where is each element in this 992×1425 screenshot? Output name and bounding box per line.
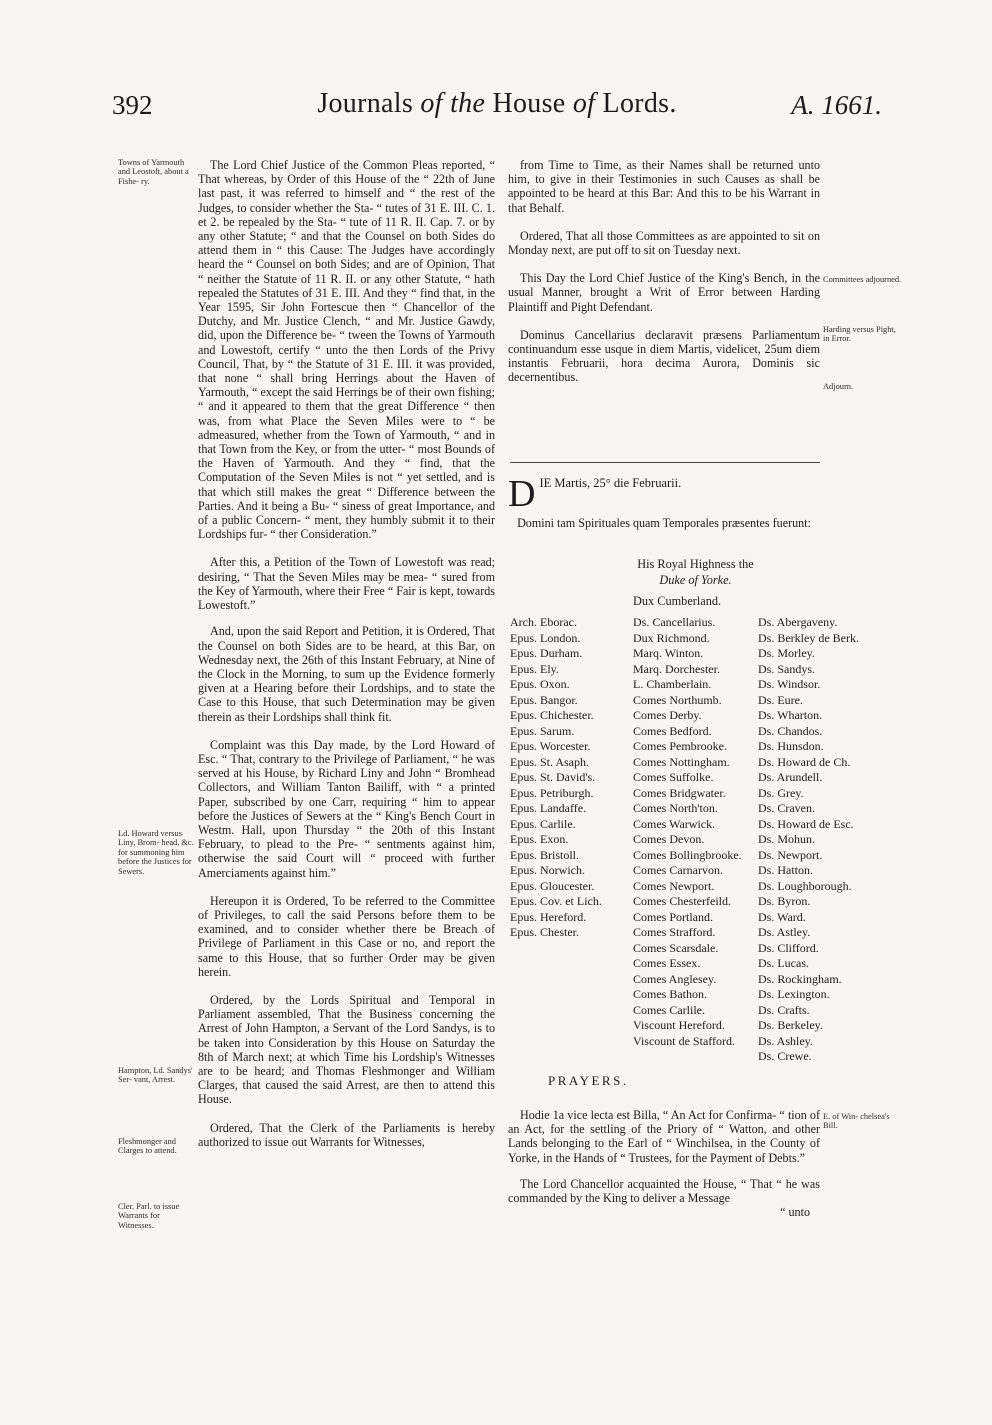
margin-note-clerk: Cler. Parl. to issue Warrants for Witnesses. — [118, 1202, 180, 1230]
attendee-entry: Comes Portland. — [633, 909, 713, 924]
attendee-entry: Ds. Howard de Esc. — [758, 816, 854, 831]
attendee-entry: Epus. Worcester. — [510, 739, 591, 753]
journal-title: Journals of the House of Lords. — [317, 88, 677, 119]
writ-paragraph: This Day the Lord Chief Justice of the King's Bench, in the usual Manner, brought a Writ of Error between Harding Plaintiff and Pight Defendant. — [508, 271, 820, 314]
attendee-entry: Viscount de Stafford. — [633, 1033, 736, 1048]
attendee-entry: Ds. Ashley. — [758, 1033, 813, 1048]
message-paragraph: The Lord Chancellor acquainted the House, “ That “ he was commanded by the King to deliver a Message — [508, 1176, 820, 1206]
bill-paragraph: Hodie 1a vice lecta est Billa, “ An Act for Confirma- “ tion of an Act, for the settling of the Priory of “ Watton, and other Lands belonging to the Earl of “ Winchilsea, in the County of Yorke, in the Hands of “ Trustees, for the Payment of Debts.” — [508, 1108, 820, 1165]
die-heading: D IE Martis, 25° die Februarii. — [508, 473, 682, 515]
attendee-entry: L. Chamberlain. — [633, 677, 712, 691]
margin-note-harding: Harding versus Pight, in Error. — [823, 325, 896, 344]
attendee-entry: Comes Chesterfeild. — [633, 894, 731, 908]
attendee-entry: Comes North'ton. — [633, 801, 718, 815]
attendee-entry: Ds. Newport. — [758, 847, 823, 862]
attendee-entry: Comes Carnarvon. — [633, 863, 723, 877]
clerk-paragraph: Ordered, That the Clerk of the Parliaments is hereby authorized to issue out Warrants for Witnesses, — [198, 1120, 495, 1149]
attendee-entry: Epus. Ely. — [510, 661, 559, 676]
privileges-paragraph: Hereupon it is Ordered, To be referred to the Committee of Privileges, to call the said Persons before them to be examined, and to consider whether there be Breach of Privilege of Parliament in this Case or no, and report the same to this House, that so further Order may be given herein. — [198, 893, 495, 979]
attendee-entry: Epus. Bristoll. — [510, 847, 580, 862]
attendee-entry: Comes Bollingbrooke. — [633, 847, 742, 862]
attendee-entry: Ds. Cancellarius. — [633, 615, 716, 629]
attendee-entry: Ds. Crafts. — [758, 1002, 810, 1017]
attendee-entry: Epus. Exon. — [510, 832, 569, 846]
attendee-entry: Comes Strafford. — [633, 925, 716, 939]
journal-year: A. 1661. — [791, 90, 882, 120]
warrant-paragraph: from Time to Time, as their Names shall be returned unto him, to give in their Testimonies in such Causes as shall be appointed to be heard at this Bar: And this to be his Warrant in that Behalf. — [508, 158, 820, 215]
catchword: “ unto — [780, 1205, 810, 1220]
attendee-entry: Comes Nottingham. — [633, 754, 730, 769]
attendee-entry: Epus. St. Asaph. — [510, 754, 590, 769]
complaint-paragraph: Complaint was this Day made, by the Lord Howard of Esc. “ That, contrary to the Privilege of Parliament, “ he was served at his House, by Richard Liny and John “ Bromhead Collectors, and William Tanton Bailiff, with “ a printed Paper, subscribed by one Carr, requiring “ him to appear before the Justices of Sewers at the “ King's Bench Court in Westm. Hall, upon Thursday “ the 20th of this Instant February, to plead to the Pre- “ sentments against him, otherwise the said Court will “ proceed with further Amerciaments against him.” — [198, 737, 495, 880]
attendee-entry: Comes Devon. — [633, 832, 705, 846]
attendee-entry: Epus. London. — [510, 630, 581, 645]
attendee-entry: Comes Northumb. — [633, 692, 722, 707]
attendee-entry: Epus. Gloucester. — [510, 878, 595, 893]
prayers-text — [508, 1108, 820, 1219]
attendee-entry: Dux Richmond. — [633, 630, 710, 645]
royal-highness: His Royal Highness the Duke of Yorke. — [637, 557, 754, 587]
page-number: 392 — [112, 90, 153, 120]
bishops-list — [510, 615, 602, 941]
attendee-entry: Ds. Crewe. — [758, 1049, 812, 1063]
attendee-entry: Epus. Cov. et Lich. — [510, 894, 602, 908]
attendee-entry: Ds. Hatton. — [758, 863, 813, 877]
attendee-entry: Ds. Clifford. — [758, 940, 819, 955]
report-paragraph: The Lord Chief Justice of the Common Pleas reported, “ That whereas, by Order of this House of the “ 22th of June last past, it was referred to himself and “ the rest of the Judges, to consider whether the Sta- “ tutes of 31 E. III. C. 1. et 2. be repealed by the Sta- “ tute of 11 R. II. Cap. 7. or by any other Statute; “ and that the Counsel on both Sides do attend them in “ this Cause: The Judges have accordingly heard the “ Counsel on both Sides; and are of Opinion, That “ neither the Statute of 11 R. II. or any other Statute, “ hath repealed the Statutes of 31 E. III. And they “ find that, in the Year 1595, Sir John Fortescue then “ Chancellor of the Dutchy, and Mr. Justice Clench, “ and Mr. Justice Gawdy, did, upon the Difference be- “ tween the Towns of Yarmouth and Lowestoft, certify “ unto the then Lords of the Privy Council, That, by “ the Statute of 31 E. III. it was provided, that none “ shall bring Herrings about the Haven of Yarmouth, “ except the said Herrings be of their own fishing; “ and it appeared to them that the great Difference “ then was, from what Place the Seven Miles were to “ be admeasured, whether from the Town of Yarmouth, “ and in that Town from the Key, or from the utter- “ most Bounds of the Haven of Yarmouth. And they “ find, that the Computation of the Seven Miles is not “ yet settled, and is that which still makes the great “ Difference between the Parties. And it being a Bu- “ siness of great Importance, and of a public Concern- “ ment, they humbly submit it to their Lordships fur- “ ther Consideration.” — [198, 158, 495, 542]
barons-list — [758, 615, 859, 1065]
attendee-entry: Ds. Howard de Ch. — [758, 754, 851, 769]
attendee-entry: Ds. Astley. — [758, 925, 811, 939]
attendee-entry: Epus. St. David's. — [510, 770, 596, 784]
attendee-entry: Ds. Lexington. — [758, 987, 830, 1001]
margin-note-winchelsea: E. of Win- chelsea's Bill. — [823, 1112, 890, 1131]
attendee-entry: Epus. Carlile. — [510, 816, 576, 831]
right-column — [508, 158, 820, 397]
attendee-entry: Comes Derby. — [633, 708, 702, 722]
attendee-entry: Marq. Dorchester. — [633, 661, 720, 676]
attendee-entry: Epus. Hereford. — [510, 909, 587, 924]
attendee-entry: Comes Warwick. — [633, 816, 716, 831]
attendee-entry: Ds. Berkeley. — [758, 1018, 823, 1032]
adjourn-paragraph: Dominus Cancellarius declaravit præsens Parliamentum continuandum esse usque in diem Martis, videlicet, 25um diem instantis Februarii, hora decima Aurora, Dominis sic decernentibus. — [508, 327, 820, 385]
page-header — [112, 88, 882, 128]
attendee-entry: Ds. Berkley de Berk. — [758, 630, 859, 645]
section-rule — [510, 462, 820, 463]
attendee-entry: Ds. Mohun. — [758, 832, 816, 846]
attendee-entry: Ds. Windsor. — [758, 677, 821, 691]
hampton-paragraph: Ordered, by the Lords Spiritual and Temporal in Parliament assembled, That the Business concerning the Arrest of John Hampton, a Servant of the Lord Sandys, is to be taken into Consideration by this House on Saturday the 8th of March next; at which Time his Lordship's Witnesses are to be heard; and Thomas Fleshmonger and William Clarges, that caused the said Arrest, are then to attend this House. — [198, 992, 495, 1107]
attendee-entry: Ds. Arundell. — [758, 770, 823, 784]
attendee-entry: Comes Anglesey. — [633, 971, 717, 986]
attendee-entry: Comes Suffolke. — [633, 770, 714, 784]
margin-note-adjourn: Adjourn. — [823, 382, 854, 391]
attendee-entry: Epus. Petriburgh. — [510, 785, 594, 800]
attendee-entry: Comes Bedford. — [633, 723, 712, 738]
attendee-entry: Epus. Chester. — [510, 925, 579, 939]
attendee-entry: Comes Carlile. — [633, 1002, 705, 1017]
attendee-entry: Epus. Sarum. — [510, 723, 575, 738]
prayers-heading: PRAYERS. — [548, 1073, 629, 1088]
attendee-entry: Ds. Chandos. — [758, 723, 823, 738]
attendee-entry: Comes Bridgwater. — [633, 785, 726, 800]
attendee-entry: Ds. Grey. — [758, 785, 804, 800]
attendee-entry: Ds. Ward. — [758, 909, 806, 924]
margin-note-committees: Committees adjourned. — [823, 275, 902, 284]
attendee-entry: Marq. Winton. — [633, 646, 704, 660]
attendee-entry: Ds. Hunsdon. — [758, 739, 824, 753]
attendee-entry: Ds. Rockingham. — [758, 971, 842, 986]
margin-note-yarmouth: Towns of Yarmouth and Leostoft, about a Fishe- ry. — [118, 158, 189, 186]
attendee-entry: Comes Newport. — [633, 878, 715, 893]
attendance-heading: Domini tam Spirituales quam Temporales præsentes fuerunt: — [517, 516, 811, 530]
attendee-entry: Comes Scarsdale. — [633, 940, 719, 955]
attendee-entry: Viscount Hereford. — [633, 1018, 725, 1032]
margin-note-hampton: Hampton, Ld. Sandys' Ser- vant, Arrest. — [118, 1066, 193, 1085]
attendee-entry: Comes Bathon. — [633, 987, 707, 1001]
attendee-entry: Epus. Oxon. — [510, 677, 570, 691]
drop-cap: D — [508, 473, 536, 515]
attendee-entry: Ds. Wharton. — [758, 708, 823, 722]
attendee-entry: Ds. Morley. — [758, 646, 815, 660]
attendee-entry: Ds. Eure. — [758, 692, 803, 707]
attendee-entry: Ds. Lucas. — [758, 956, 809, 970]
attendee-entry: Epus. Landaffe. — [510, 801, 587, 815]
order-paragraph: And, upon the said Report and Petition, it is Ordered, That the Counsel on both Sides are to be heard, at this Bar, on Wednesday next, the 26th of this Instant February, at Nine of the Clock in the Morning, to sum up the Evidence formerly given at a Hearing before their Lordships, and to state the Case to this House, that such Determination may be given therein as their Lordships shall think fit. — [198, 624, 495, 724]
attendee-entry: Arch. Eborac. — [510, 615, 577, 629]
attendee-entry: Ds. Sandys. — [758, 661, 816, 676]
attendee-entry: Comes Pembrooke. — [633, 739, 727, 753]
attendee-entry: Epus. Bangor. — [510, 692, 578, 707]
dux-cumberland: Dux Cumberland. — [633, 594, 722, 608]
attendee-entry: Comes Essex. — [633, 956, 701, 970]
margin-note-fleshmonger: Fleshmonger and Clarges to attend. — [118, 1137, 177, 1156]
attendee-entry: Ds. Byron. — [758, 894, 811, 908]
attendee-entry: Ds. Craven. — [758, 801, 815, 815]
attendee-entry: Epus. Chichester. — [510, 708, 594, 722]
attendee-entry: Epus. Durham. — [510, 646, 583, 660]
petition-paragraph: After this, a Petition of the Town of Lowestoft was read; desiring, “ That the Seven Miles may be mea- “ sured from the Key of Yarmouth, where their Free “ Fair is kept, towards Lowestoft.” — [198, 555, 495, 613]
attendee-entry: Epus. Norwich. — [510, 863, 585, 877]
left-column — [198, 158, 495, 1161]
earls-list — [633, 615, 742, 1049]
committees-paragraph: Ordered, That all those Committees as are appointed to sit on Monday next, are put off to sit on Tuesday next. — [508, 228, 820, 258]
attendee-entry: Ds. Loughborough. — [758, 878, 852, 893]
margin-note-howard: Ld. Howard versus Liny, Brom- head, &c. for summoning him before the Justices for Sewers. — [118, 829, 194, 876]
attendee-entry: Ds. Abergaveny. — [758, 615, 838, 629]
